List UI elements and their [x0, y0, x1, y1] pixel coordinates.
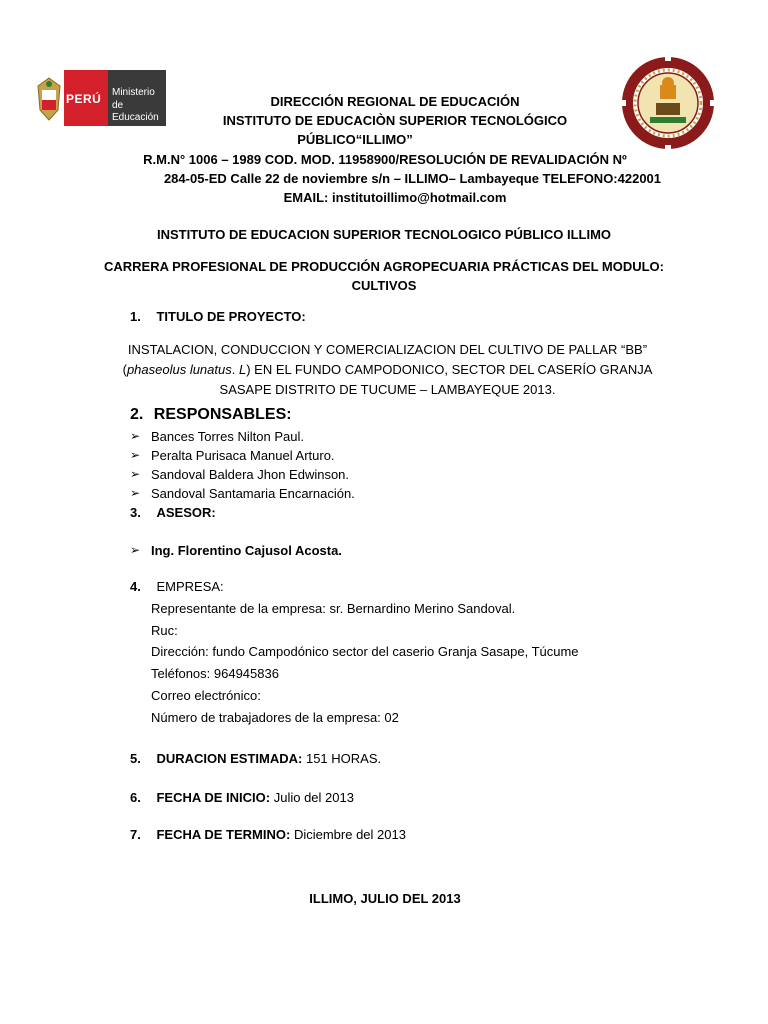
section-5-number: 5. [130, 751, 141, 766]
footer-place-date: ILLIMO, JULIO DEL 2013 [309, 891, 461, 906]
section-1-number: 1. [130, 309, 141, 324]
section-7-label: FECHA DE TERMINO: [156, 827, 291, 842]
asesor-name: Ing. Florentino Cajusol Acosta. [151, 543, 342, 558]
header-publico: PÚBLICO“ILLIMO” [297, 132, 413, 147]
project-title-line-1: INSTALACION, CONDUCCION Y COMERCIALIZACION DEL CULTIVO DE PALLAR “BB” [127, 342, 648, 357]
section-6-fecha-inicio [130, 790, 354, 805]
ministry-line-2: de Educación [112, 100, 159, 123]
project-title [100, 340, 675, 400]
peru-coat-of-arms-icon [36, 76, 62, 122]
arrow-bullet-icon: ➢ [130, 467, 141, 481]
section-6-label: FECHA DE INICIO: [156, 790, 271, 805]
section-7-number: 7. [130, 827, 141, 842]
section-2-number: 2. [130, 406, 144, 423]
section-6-number: 6. [130, 790, 141, 805]
career-title-line-1: CARRERA PROFESIONAL DE PRODUCCIÓN AGROPECUARIA PRÁCTICAS DEL MODULO: [104, 259, 664, 274]
list-item: Bances Torres Nilton Paul. [151, 429, 304, 444]
section-7-value: Diciembre del 2013 [290, 827, 406, 842]
section-1-heading [130, 309, 306, 324]
empresa-correo: Correo electrónico: [151, 687, 261, 703]
arrow-bullet-icon: ➢ [130, 429, 141, 443]
section-4-number: 4. [130, 579, 141, 594]
section-3-number: 3. [130, 505, 141, 520]
section-4-label: EMPRESA: [156, 579, 224, 594]
project-title-line-3: SASAPE DISTRITO DE TUCUME – LAMBAYEQUE 2013. [219, 382, 556, 397]
ministry-line-1: Ministerio [112, 87, 155, 98]
section-5-duracion [130, 751, 381, 766]
list-item: Sandoval Baldera Jhon Edwinson. [151, 467, 350, 482]
empresa-ruc: Ruc: [151, 622, 178, 638]
section-2-label: RESPONSABLES: [153, 406, 292, 423]
peru-brand-text: PERÚ [66, 92, 102, 106]
empresa-telefonos: Teléfonos: 964945836 [151, 666, 279, 682]
empresa-trabajadores: Número de trabajadores de la empresa: 02 [151, 709, 399, 725]
header-direccion: DIRECCIÓN REGIONAL DE EDUCACIÓN [270, 94, 520, 109]
arrow-bullet-icon: ➢ [130, 448, 141, 462]
career-title-line-2: CULTIVOS [351, 278, 417, 293]
section-5-label: DURACION ESTIMADA: [156, 751, 303, 766]
list-item: Peralta Purisaca Manuel Arturo. [151, 448, 335, 463]
header-email: EMAIL: institutoillimo@hotmail.com [283, 190, 507, 205]
empresa-direccion: Dirección: fundo Campodónico sector del caserio Granja Sasape, Túcume [151, 644, 579, 660]
species-name: phaseolus lunatus [126, 362, 232, 377]
section-3-label: ASESOR: [156, 505, 216, 520]
section-6-value: Julio del 2013 [270, 790, 354, 805]
section-4-heading [130, 579, 224, 594]
section-2-heading [130, 406, 292, 424]
header-address: 284-05-ED Calle 22 de noviembre s/n – ILLIMO– Lambayeque TELEFONO:422001 [163, 171, 662, 186]
section-3-heading [130, 505, 216, 520]
section-1-label: TITULO DE PROYECTO: [156, 309, 306, 324]
header-instituto: INSTITUTO DE EDUCACIÒN SUPERIOR TECNOLÓGICO [222, 113, 568, 128]
arrow-bullet-icon: ➢ [130, 486, 141, 500]
list-item: Sandoval Santamaria Encarnación. [151, 486, 355, 501]
project-title-line-2: (phaseolus lunatus. L) EN EL FUNDO CAMPODONICO, SECTOR DEL CASERÍO GRANJA [122, 362, 653, 377]
institute-title: INSTITUTO DE EDUCACION SUPERIOR TECNOLOGICO PÚBLICO ILLIMO [156, 227, 612, 242]
header-rmn: R.M.N° 1006 – 1989 COD. MOD. 11958900/RESOLUCIÓN DE REVALIDACIÓN Nº [143, 152, 627, 167]
section-5-value: 151 HORAS. [302, 751, 382, 766]
section-7-fecha-termino [130, 827, 406, 842]
arrow-bullet-icon: ➢ [130, 543, 141, 557]
empresa-details [151, 598, 579, 728]
empresa-representante: Representante de la empresa: sr. Bernardino Merino Sandoval. [151, 601, 516, 616]
